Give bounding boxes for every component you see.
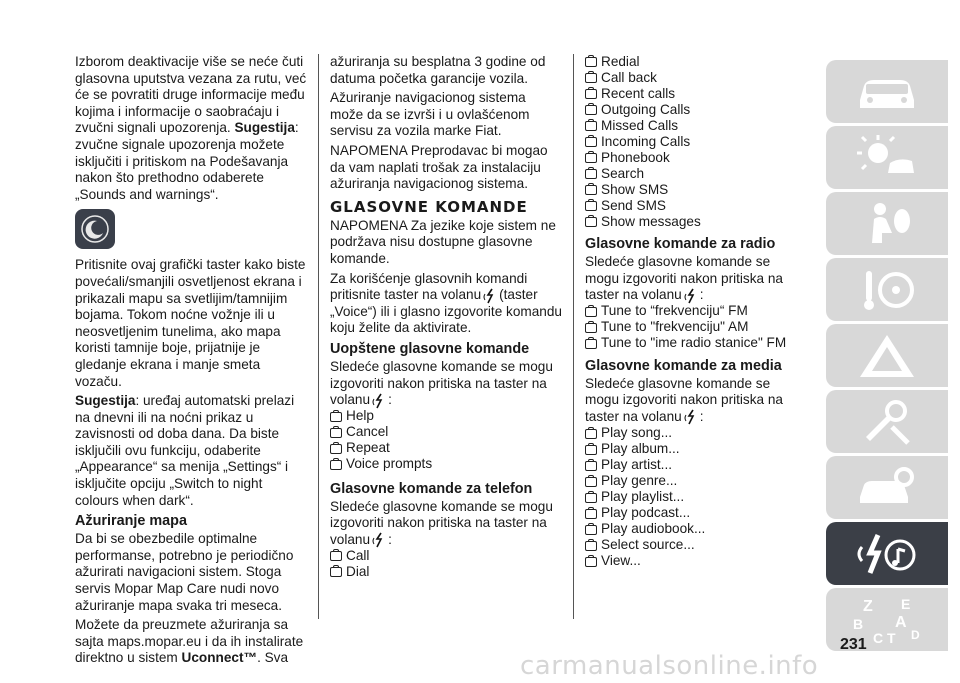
paragraph-deactivation: Izborom deaktivacije više se neće čuti glasovna uputstva vezana za rutu, već će se povratiti druge informacije među kojima i informacije o saobraćaju i zvučni signali upozorenja. Sugestija: zvučne signale upozorenja možete isključiti i pritiskom na Podešavanja nakon što prethodno odaberete „Sounds and warnings“. xyxy=(75,54,307,202)
speech-bubble-icon xyxy=(585,445,597,455)
list-item: Play song... xyxy=(585,426,805,442)
speech-bubble-icon xyxy=(585,137,597,147)
list-item: Missed Calls xyxy=(585,118,805,134)
speech-bubble-icon xyxy=(585,339,597,349)
tab-car[interactable] xyxy=(826,60,948,123)
list-item: Repeat xyxy=(330,441,562,457)
speech-bubble-icon xyxy=(585,509,597,519)
speech-bubble-icon xyxy=(585,169,597,179)
list-item: Send SMS xyxy=(585,198,805,214)
voice-command-icon xyxy=(684,409,698,425)
speech-bubble-icon xyxy=(585,525,597,535)
paragraph-note-languages: NAPOMENA Za jezike koje sistem ne podržava nisu dostupne glasovne komande. xyxy=(330,217,556,266)
voice-command-icon xyxy=(483,288,497,304)
tab-maintenance[interactable] xyxy=(826,390,948,453)
tab-multimedia[interactable] xyxy=(826,522,948,585)
list-item: Incoming Calls xyxy=(585,134,805,150)
watermark: carmanualsonline.info xyxy=(520,651,819,681)
phone-commands-list xyxy=(330,548,562,580)
car-icon xyxy=(852,70,922,114)
svg-text:A: A xyxy=(895,613,907,631)
warning-triangle-icon xyxy=(852,331,922,381)
paragraph-phone-intro: Sledeće glasovne komande se mogu izgovoriti nakon pritiska na taster na volanu : xyxy=(330,498,553,547)
radio-commands-list xyxy=(585,304,805,352)
media-commands-list xyxy=(585,426,805,570)
tab-starting[interactable] xyxy=(826,258,948,321)
list-item: Redial xyxy=(585,54,805,70)
paragraph-voice-usage: Za korišćenje glasovnih komandi pritisnite taster na volanu (taster „Voice“) ili i glasno izgovorite komandu koju želite da aktivirate. xyxy=(330,270,562,336)
list-item: Tune to “frekvenciju“ FM xyxy=(585,304,805,320)
list-item: Outgoing Calls xyxy=(585,102,805,118)
speech-bubble-icon xyxy=(330,412,342,422)
voice-command-icon xyxy=(684,288,698,304)
list-item: Play playlist... xyxy=(585,490,805,506)
speech-bubble-icon xyxy=(330,567,342,577)
tools-icon xyxy=(852,397,922,447)
list-item: Call xyxy=(330,548,562,564)
list-item: Play genre... xyxy=(585,474,805,490)
list-item: Play album... xyxy=(585,442,805,458)
list-item: Phonebook xyxy=(585,150,805,166)
list-item: Cancel xyxy=(330,425,562,441)
key-steering-icon xyxy=(852,265,922,315)
speech-bubble-icon xyxy=(330,460,342,470)
general-commands-list xyxy=(330,409,562,473)
list-item: Show SMS xyxy=(585,182,805,198)
list-item: Show messages xyxy=(585,214,805,230)
column-3 xyxy=(585,54,805,570)
speech-bubble-icon xyxy=(585,185,597,195)
heading-radio-commands: Glasovne komande za radio xyxy=(585,236,776,252)
svg-text:D: D xyxy=(911,627,920,642)
speech-bubble-icon xyxy=(585,541,597,551)
voice-command-icon xyxy=(372,393,386,409)
paragraph-free-updates: ažuriranja su besplatna 3 godine od datuma početka garancije vozila. xyxy=(330,54,546,86)
speech-bubble-icon xyxy=(585,73,597,83)
speech-bubble-icon xyxy=(585,429,597,439)
list-item: Call back xyxy=(585,70,805,86)
speech-bubble-icon xyxy=(585,105,597,115)
speech-bubble-icon xyxy=(330,444,342,454)
media-voice-icon xyxy=(852,527,922,581)
tab-lights[interactable] xyxy=(826,126,948,189)
svg-text:T: T xyxy=(887,629,896,646)
list-item: Voice prompts xyxy=(330,457,562,473)
speech-bubble-icon xyxy=(585,89,597,99)
svg-text:B: B xyxy=(853,615,864,632)
voice-command-icon xyxy=(372,532,386,548)
list-item: View... xyxy=(585,554,805,570)
column-divider-1 xyxy=(318,54,319,619)
paragraph-note-cost: NAPOMENA Preprodavac bi mogao da vam naplati trošak za instalaciju ažuriranja navigacionog sistema. xyxy=(330,142,548,192)
column-1 xyxy=(75,54,307,670)
paragraph-service: Ažuriranje navigacionog sistema može da se izvrši i u ovlašćenom servisu za vozila marke Fiat. xyxy=(330,90,530,139)
speech-bubble-icon xyxy=(330,428,342,438)
list-item: Tune to "ime radio stanice" FM xyxy=(585,336,805,352)
speech-bubble-icon xyxy=(585,217,597,227)
heading-map-update: Ažuriranje mapa xyxy=(75,513,187,530)
speech-bubble-icon xyxy=(585,57,597,67)
speech-bubble-icon xyxy=(585,201,597,211)
speech-bubble-icon xyxy=(585,323,597,333)
heading-phone-commands: Glasovne komande za telefon xyxy=(330,480,533,497)
speech-bubble-icon xyxy=(585,307,597,317)
speech-bubble-icon xyxy=(585,153,597,163)
list-item: Play audiobook... xyxy=(585,522,805,538)
wrench-car-icon xyxy=(852,463,922,513)
airbag-icon xyxy=(852,199,922,249)
tab-emergency[interactable] xyxy=(826,324,948,387)
svg-text:Z: Z xyxy=(863,597,873,615)
heading-voice-commands: GLASOVNE KOMANDE xyxy=(330,197,528,216)
paragraph-general-intro: Sledeće glasovne komande se mogu izgovoriti nakon pritiska na taster na volanu : xyxy=(330,358,553,408)
paragraph-media-intro: Sledeće glasovne komande se mogu izgovoriti nakon pritiska na taster na volanu : xyxy=(585,375,783,424)
phone-commands-list-continued xyxy=(585,54,805,230)
speech-bubble-icon xyxy=(585,493,597,503)
paragraph-auto-switch: Sugestija: uređaj automatski prelazi na dnevni ili na noćni prikaz u zavisnosti od doba dana. Da biste isključili ovu funkciju, odaberite „Appearance“ sa menija „Settings“ i isključite opciju „Switch to night colours when dark“. xyxy=(75,393,295,508)
speech-bubble-icon xyxy=(585,477,597,487)
paragraph-map-care: Da bi se obezbedile optimalne performanse, potrebno je periodično ažurirati navigacioni sistem. Stoga servis Mopar Map Care nudi novo ažuriranje mapa svaka tri meseca. xyxy=(75,531,294,613)
column-2 xyxy=(330,54,562,580)
paragraph-download: Možete da preuzmete ažuriranja sa sajta maps.mopar.eu i da ih instalirate direktno u sistem Uconnect™. Sva xyxy=(75,617,304,666)
list-item: Play podcast... xyxy=(585,506,805,522)
list-item: Help xyxy=(330,409,562,425)
paragraph-radio-intro: Sledeće glasovne komande se mogu izgovoriti nakon pritiska na taster na volanu : xyxy=(585,254,783,303)
list-item: Play artist... xyxy=(585,458,805,474)
list-item: Select source... xyxy=(585,538,805,554)
tab-technical[interactable] xyxy=(826,456,948,519)
column-divider-2 xyxy=(573,54,574,619)
speech-bubble-icon xyxy=(330,551,342,561)
list-item: Search xyxy=(585,166,805,182)
speech-bubble-icon xyxy=(585,461,597,471)
page-number: 231 xyxy=(840,636,867,653)
night-mode-moon-icon xyxy=(75,209,115,249)
svg-text:C: C xyxy=(873,629,884,646)
svg-text:E: E xyxy=(901,595,911,612)
tab-safety[interactable] xyxy=(826,192,948,255)
list-item: Tune to "frekvenciju" AM xyxy=(585,320,805,336)
chapter-sidebar xyxy=(826,60,948,654)
heading-media-commands: Glasovne komande za media xyxy=(585,357,782,374)
list-item: Dial xyxy=(330,564,562,580)
paragraph-brightness: Pritisnite ovaj grafički taster kako biste povećali/smanjili osvetljenost ekrana i prikazali mapu sa svetlijim/tamnijim bojama. Tokom noćne vožnje ili u neosvetljenim tunelima, ako mapa koristi tamnije boje, prijatnije je gledanje ekrana i manje smeta vozaču. xyxy=(75,257,306,389)
speech-bubble-icon xyxy=(585,557,597,567)
list-item: Recent calls xyxy=(585,86,805,102)
lights-icon xyxy=(852,133,922,183)
heading-general-commands: Uopštene glasovne komande xyxy=(330,340,530,357)
speech-bubble-icon xyxy=(585,121,597,131)
